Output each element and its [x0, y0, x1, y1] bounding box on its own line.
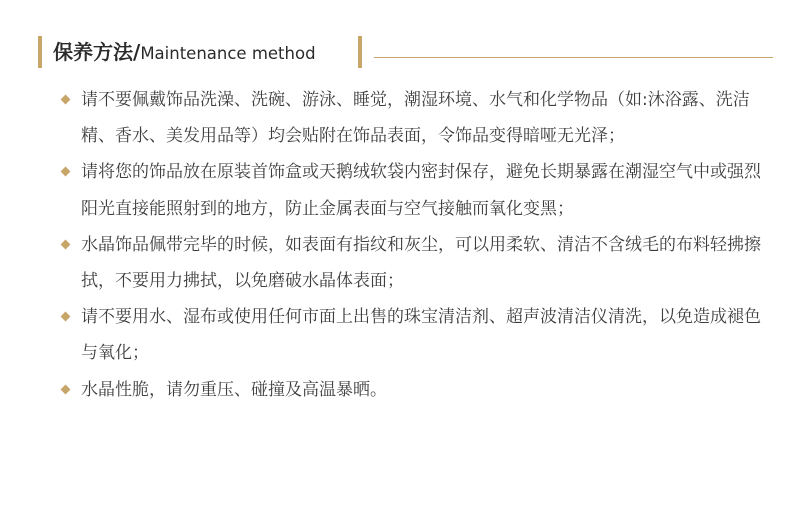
list-item [60, 299, 775, 371]
section-title-chinese: 保养方法 [53, 40, 133, 64]
header-accent-bar-right [358, 36, 362, 68]
list-item-text: 请将您的饰品放在原装首饰盒或天鹅绒软袋内密封保存，避免长期暴露在潮湿空气中或强烈阳光直接能照射到的地方，防止金属表面与空气接触而氧化变黑； [81, 162, 761, 219]
section-title [53, 36, 316, 68]
list-item-text: 水晶饰品佩带完毕的时候，如表面有指纹和灰尘，可以用柔软、清洁不含绒毛的布料轻拂擦拭，不要用力拂拭，以免磨破水晶体表面； [81, 234, 761, 292]
list-item-text: 请不要佩戴饰品洗澡、洗碗、游泳、睡觉，潮湿环境、水气和化学物品（如:沐浴露、洗洁精、香水、美发用品等）均会贴附在饰品表面，令饰品变得暗哑无光泽； [81, 90, 750, 147]
list-item [60, 372, 775, 408]
section-header [38, 36, 773, 68]
list-item-text: 请不要用水、湿布或使用任何市面上出售的珠宝清洁剂、超声波清洁仪清洗，以免造成褪色与氧化； [81, 307, 761, 364]
list-item [60, 154, 775, 226]
section-title-english: Maintenance method [140, 44, 316, 63]
diamond-bullet-icon [61, 95, 71, 105]
section-title-separator: / [133, 40, 141, 64]
diamond-bullet-icon [61, 167, 71, 177]
header-divider-line [374, 57, 773, 58]
diamond-bullet-icon [61, 239, 71, 249]
diamond-bullet-icon [61, 312, 71, 322]
header-accent-bar-left [38, 36, 42, 68]
maintenance-list [60, 82, 775, 408]
list-item-text: 水晶性脆，请勿重压、碰撞及高温暴晒。 [81, 379, 387, 400]
list-item [60, 82, 775, 154]
diamond-bullet-icon [61, 384, 71, 394]
list-item [60, 227, 775, 299]
